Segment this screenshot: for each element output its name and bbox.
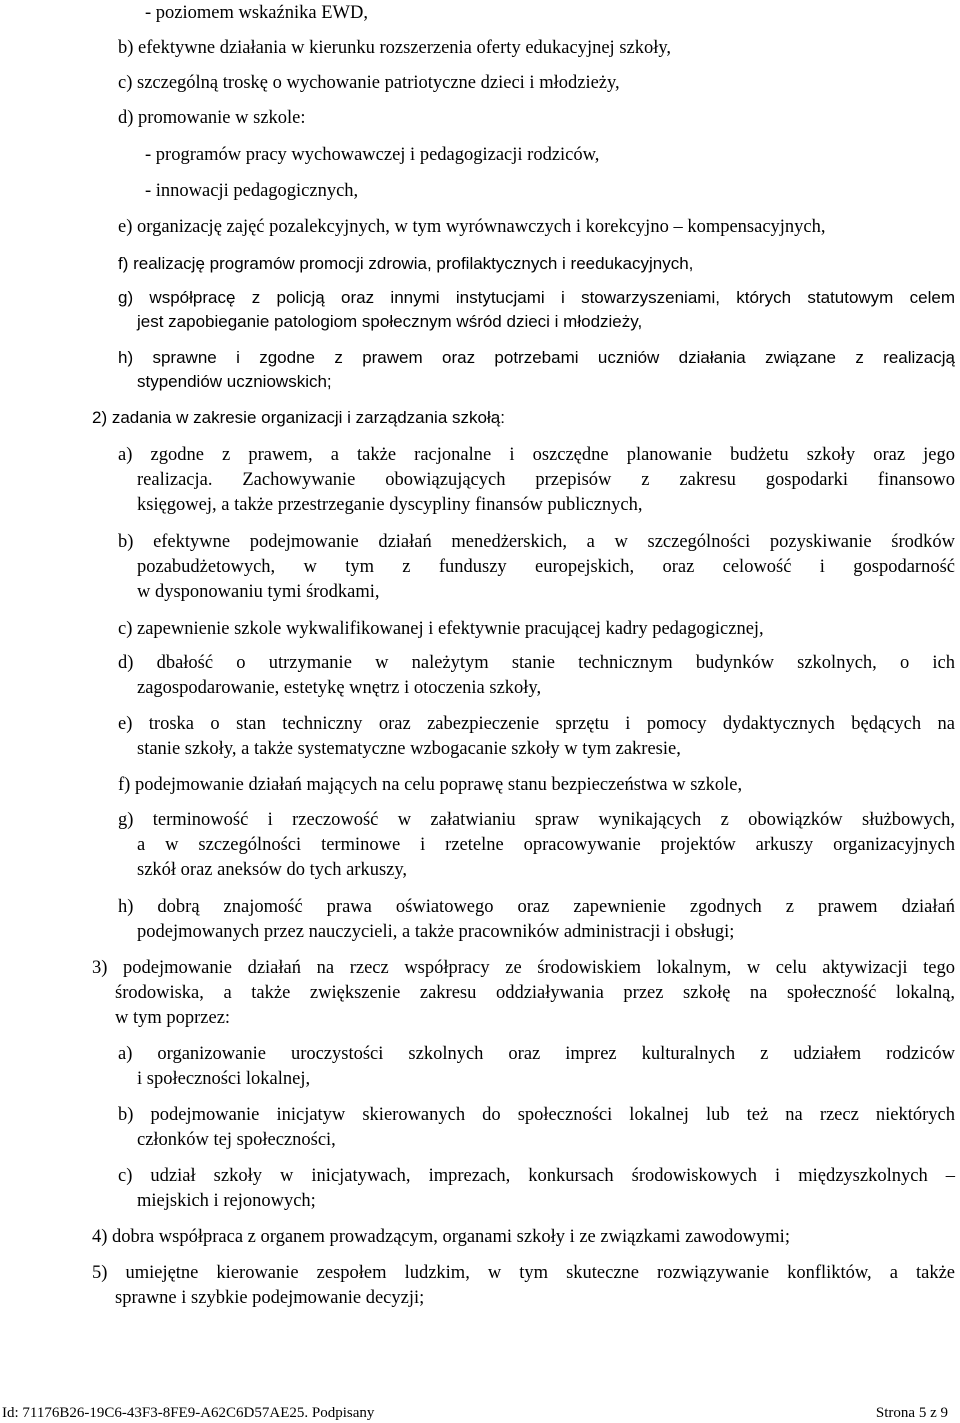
text-line: realizacja. Zachowywanie obowiązujących przepisów z zakresu gospodarki finansowo [137, 470, 955, 490]
page-number: Strona 5 z 9 [875, 1405, 948, 1421]
text-line: f) podejmowanie działań mających na celu poprawę stanu bezpieczeństwa w szkole, [118, 775, 743, 795]
text-line: członków tej społeczności, [137, 1130, 336, 1150]
text-line: - poziomem wskaźnika EWD, [145, 3, 368, 23]
text-line: stypendiów uczniowskich; [137, 372, 332, 391]
text-line: e) organizację zajęć pozalekcyjnych, w tym wyrównawczych i korekcyjno – kompensacyjnych, [118, 217, 826, 237]
text-line: e) troska o stan techniczny oraz zabezpieczenie sprzętu i pomocy dydaktycznych będących na [118, 714, 955, 734]
text-line: 4) dobra współpraca z organem prowadzącym, organami szkoły i ze związkami zawodowymi; [92, 1227, 790, 1247]
text-line: c) szczególną troskę o wychowanie patriotyczne dzieci i młodzieży, [118, 73, 620, 93]
text-line: h) dobrą znajomość prawa oświatowego oraz zapewnienie zgodnych z prawem działań [118, 897, 955, 917]
text-line: - programów pracy wychowawczej i pedagogizacji rodziców, [145, 145, 600, 165]
text-line: h) sprawne i zgodne z prawem oraz potrzebami uczniów działania związane z realizacją [118, 348, 955, 367]
document-id-footer: Id: 71176B26-19C6-43F3-8FE9-A62C6D57AE25. Podpisany [2, 1405, 375, 1421]
text-line: 2) zadania w zakresie organizacji i zarządzania szkołą: [92, 408, 505, 427]
text-line: a w szczególności terminowe i rzetelne opracowywanie projektów arkuszy organizacyjnych [137, 835, 955, 855]
text-line: b) efektywne podejmowanie działań menedżerskich, a w szczególności pozyskiwanie środków [118, 532, 955, 552]
text-line: 3) podejmowanie działań na rzecz współpracy ze środowiskiem lokalnym, w celu aktywizacji tego [92, 958, 955, 978]
text-line: c) zapewnienie szkole wykwalifikowanej i efektywnie pracującej kadry pedagogicznej, [118, 619, 764, 639]
text-line: w dysponowaniu tymi środkami, [137, 582, 380, 602]
text-line: środowiska, a także zwiększenie zakresu oddziaływania przez szkołę na społeczność lokalną, [115, 983, 955, 1003]
text-line: d) dbałość o utrzymanie w należytym stanie technicznym budynków szkolnych, o ich [118, 653, 955, 673]
text-line: a) organizowanie uroczystości szkolnych oraz imprez kulturalnych z udziałem rodziców [118, 1044, 955, 1064]
text-line: szkół oraz aneksów do tych arkuszy, [137, 860, 408, 880]
text-line: b) efektywne działania w kierunku rozszerzenia oferty edukacyjnej szkoły, [118, 38, 672, 58]
text-line: d) promowanie w szkole: [118, 108, 306, 128]
text-line: a) zgodne z prawem, a także racjonalne i oszczędne planowanie budżetu szkoły oraz jego [118, 445, 955, 465]
text-line: 5) umiejętne kierowanie zespołem ludzkim, w tym skuteczne rozwiązywanie konfliktów, a także [92, 1263, 955, 1283]
text-line: b) podejmowanie inicjatyw skierowanych do społeczności lokalnej lub też na rzecz niektórych [118, 1105, 955, 1125]
text-line: w tym poprzez: [115, 1008, 231, 1028]
text-line: g) terminowość i rzeczowość w załatwianiu spraw wynikających z obowiązków służbowych, [118, 810, 955, 830]
text-line: jest zapobieganie patologiom społecznym wśród dzieci i młodzieży, [137, 312, 643, 331]
text-line: sprawne i szybkie podejmowanie decyzji; [115, 1288, 425, 1308]
text-line: c) udział szkoły w inicjatywach, imprezach, konkursach środowiskowych i międzyszkolnych – [118, 1166, 955, 1186]
text-line: i społeczności lokalnej, [137, 1069, 311, 1089]
text-line: podejmowanych przez nauczycieli, a także pracowników administracji i obsługi; [137, 922, 735, 942]
text-line: księgowej, a także przestrzeganie dyscypliny finansów publicznych, [137, 495, 643, 515]
text-line: - innowacji pedagogicznych, [145, 181, 359, 201]
text-line: pozabudżetowych, w tym z funduszy europejskich, oraz celowość i gospodarność [137, 557, 955, 577]
text-line: stanie szkoły, a także systematyczne wzbogacanie szkoły w tym zakresie, [137, 739, 681, 759]
text-line: g) współpracę z policją oraz innymi instytucjami i stowarzyszeniami, których statutowym celem [118, 288, 955, 307]
text-line: f) realizację programów promocji zdrowia, profilaktycznych i reedukacyjnych, [118, 254, 694, 273]
text-line: miejskich i rejonowych; [137, 1191, 316, 1211]
text-line: zagospodarowanie, estetykę wnętrz i otoczenia szkoły, [137, 678, 542, 698]
